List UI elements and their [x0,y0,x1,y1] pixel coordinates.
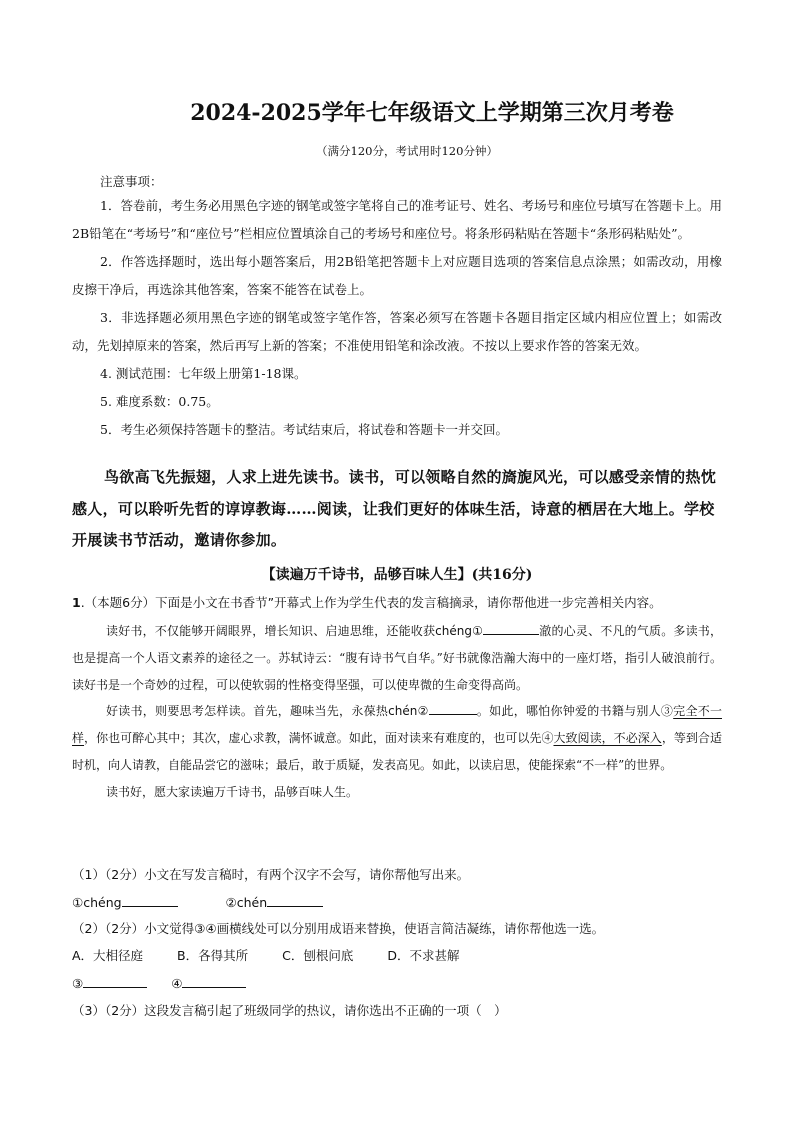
passage-paragraph-1 [72,618,722,698]
passage-text: ，你也可醉心其中；其次，虚心求教，满怀诚意。如此，面对读来有难度的，也可以先 [84,731,542,746]
passage-text: 好读书，则要思考怎样读。首先，趣味当先，永葆热 [106,704,389,719]
sub-question-2: （2）（2分）小文觉得③④画横线处可以分别用成语来替换，使语言简洁凝练，请你帮他选一选。 [72,921,605,936]
passage-text: 。如此，哪怕你钟爱的书籍与别人 [476,704,661,719]
notice-item: 4. 测试范围：七年级上册第1-18课。 [100,366,307,381]
sub-question-3: （3）（2分）这段发言稿引起了班级同学的热议，请你选出不正确的一项（ ） [72,1003,507,1018]
answer-blank-chen-2[interactable] [267,892,323,907]
pinyin-2: chén② [388,704,429,719]
answer-label-3: ③ [72,976,84,991]
notice-item: 1．答卷前，考生务必用黑色字迹的钢笔或签字笔将自己的准考证号、姓名、考场号和座位号填写在答题卡上。用2B铅笔在“考场号”和“座位号”栏相应位置填涂自己的考场号和座位号。将条形码粘贴在答题卡“条形码粘贴处”。 [72,198,722,241]
question-1-stem [72,593,732,613]
answer-blank-4[interactable] [182,973,246,988]
answer-label-2: ②chén [225,895,268,910]
passage-paragraph-3: 读书好，愿大家读遍万千诗书，品够百味人生。 [106,784,359,799]
notice-list [72,192,722,444]
notice-heading: 注意事项： [100,174,163,189]
option-c[interactable]: C．刨根问底 [282,948,354,963]
page-title: 2024-2025学年七年级语文上学期第三次月考卷 [190,100,674,126]
intro-paragraph: 鸟欲高飞先振翅，人求上进先读书。读书，可以领略自然的旖旎风光，可以感受亲情的热忱 感人，可以聆听先哲的谆谆教诲……阅读，让我们更好的体味生活，诗意的栖居在大地上。学校开展读书节活动，邀请你参加。 [72,468,717,549]
answer-blank-2[interactable] [429,700,477,715]
question-text: .（本题6分）下面是小文在书香节”开幕式上作为学生代表的发言稿摘录，请你帮他进一步完善相关内容。 [80,595,662,610]
passage-text: 读好书，不仅能够开阔眼界，增长知识、启迪思维，还能收获 [106,624,436,638]
option-a[interactable]: A．大相径庭 [72,948,144,963]
notice-item: 2．作答选择题时，选出每小题答案后，用2B铅笔把答题卡上对应题目选项的答案信息点涂黑；如需改动，用橡皮擦干净后，再选涂其他答案，答案不能答在试卷上。 [72,254,722,297]
option-b[interactable]: B．各得其所 [177,948,249,963]
options-row [72,946,732,966]
underlined-phrase-4: 大致阅读，不必深入 [553,731,662,746]
answer-blank-3[interactable] [83,973,147,988]
answer-label-4: ④ [171,976,183,991]
section-title: 【读遍万千诗书，品够百味人生】(共16分) [261,567,533,583]
sub-question-1: （1）（2分）小文在写发言稿时，有两个汉字不会写，请你帮他写出来。 [72,867,470,882]
answer-label-1: ①chéng [72,895,122,910]
passage-text: 澈的心灵、不凡的气质。多读书，也是提高一个人语文素养的途径之一。苏轼诗云：“腹有诗书气自华。”好书就像浩瀚大海中的一座灯塔，指引人破浪前行。读好书是一个奇妙的过程，可以使软弱的性格变得坚强，可以使卑微的生命变得高尚。 [72,624,722,692]
notice-item: 3．非选择题必须用黑色字迹的钢笔或签字笔作答，答案必须写在答题卡各题目指定区域内相应位置上；如需改动，先划掉原来的答案，然后再写上新的答案；不准使用铅笔和涂改液。不按以上要求作答的答案无效。 [72,310,722,353]
passage-paragraph-2 [72,698,722,778]
marker-4: ④ [541,731,554,746]
question-number: 1 [72,595,81,610]
answer-blank-1[interactable] [483,620,539,635]
underlined-phrase-3: 完全不一样 [72,704,722,746]
sub-question-1-answers [72,892,732,913]
marker-3: ③ [660,704,674,719]
page-subtitle: （满分120分，考试用时120分钟） [316,144,498,158]
pinyin-1: chéng① [435,624,484,638]
sub-question-2-answers [72,973,732,994]
passage-text: ，等到合适时机，向人请教，自能品尝它的滋味；最后，敢于质疑，发表高见。如此，以读启思，使能探索“不一样”的世界。 [72,731,722,772]
notice-item: 5. 难度系数：0.75。 [100,394,219,409]
speech-passage [72,618,722,806]
option-d[interactable]: D．不求甚解 [387,948,460,963]
notice-item: 5．考生必须保持答题卡的整洁。考试结束后，将试卷和答题卡一并交回。 [100,422,508,437]
answer-blank-chen-1[interactable] [122,892,178,907]
